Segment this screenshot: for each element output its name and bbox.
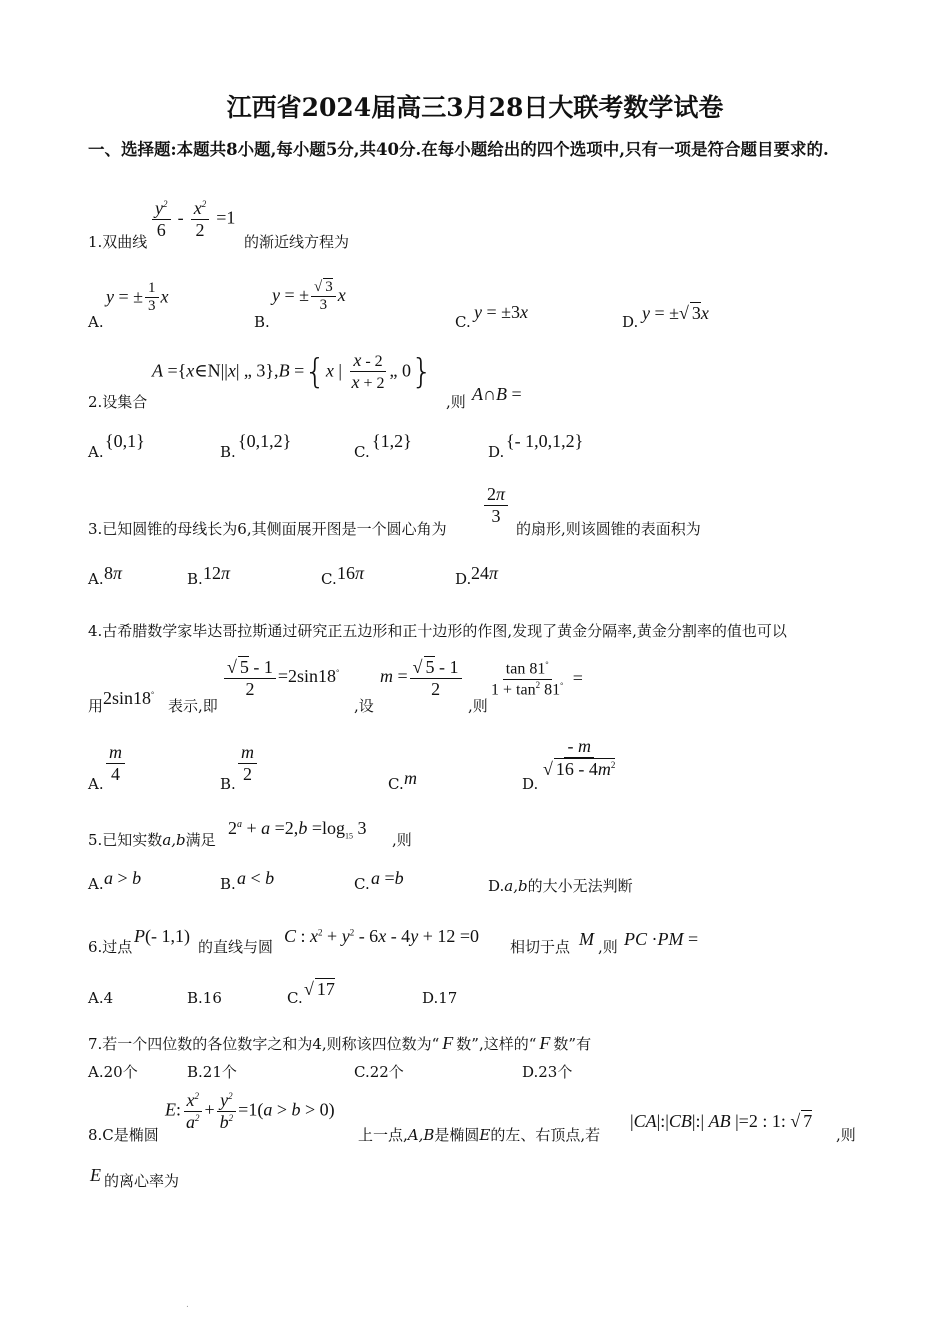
q4-line2-b: 表示,即 [168,697,218,715]
q2-option-c-math: {1,2} [372,431,412,451]
q5-option-b: B. [220,875,236,893]
q1-option-a: A. [88,313,104,331]
footer-mark: . [186,1300,189,1310]
q3-tail: 的扇形,则该圆锥的表面积为 [516,520,701,538]
q8-tail4: ,则 [836,1126,856,1144]
q4-expression: $\frac{\tan 81^\circ}{1 + \tan^2 81^\circ}$ = [491,660,583,699]
q3-option-c-math: 16π [337,563,365,583]
q3-option-d: D. [455,570,472,588]
q8-ratio: |CA|:|CB|:| AB |=2 : 1: √ 7 [630,1111,813,1131]
q4-2sin18: 2sin18° [103,688,155,708]
page-title: 江西省2024届高三3月28日大联考数学试卷 [226,93,724,122]
q3-option-c: C. [321,570,337,588]
q5-option-c-math: a =b [371,868,404,888]
q6-option-d: D.17 [422,989,458,1007]
q5-option-d: D.a,b的大小无法判断 [488,877,633,895]
q6-mid: 的直线与圆 [198,938,274,956]
q2-tail: ,则 [446,393,466,411]
q2-option-b-math: {0,1,2} [238,431,292,451]
q6-tail: ,则 [598,938,618,956]
q6-option-b: B.16 [187,989,222,1007]
q6-mid2: 相切于点 [510,938,571,956]
q7-line: 7.若一个四位数的各位数字之和为4,则称该四位数为“ F 数”,这样的“ F 数”有 [88,1033,592,1053]
q4-line2-c: ,设 [354,697,374,715]
q4-option-d: D. [522,775,539,793]
q4-option-c: C. [388,775,404,793]
q5-option-a-math: a > b [104,868,142,888]
section-heading: 一、选择题:本题共8小题,每小题5分,共40分.在每小题给出的四个选项中,只有一项是符合题目要求的. [88,140,829,159]
q4-option-c-math: m [404,768,417,788]
q4-m-definition: m = $\frac{√ 5 - 1}{2}$ [380,656,464,699]
q4-option-a-math: $\frac{m}{4}$ [104,742,127,784]
q6-circle: C : $x^2 + y^2 - 6x - 4y + 12 =0$ [284,926,479,946]
q4-option-b-math: $\frac{m}{2}$ [236,742,259,784]
q3-option-a: A. [88,570,104,588]
q4-label: 4.古希腊数学家毕达哥拉斯通过研究正五边形和正十边形的作图,发现了黄金分隔率,黄金分割率的值也可以 [88,622,787,640]
q3-option-b-math: 12π [203,563,231,583]
q1-option-d: D. [622,313,639,331]
q8-ellipse-e: E [90,1165,101,1185]
q1-option-c: C. [455,313,471,331]
q5-condition: $2^a + a =2,b =\log_{15}$ 3 [228,818,367,841]
q1-option-a-math: y = ± $\frac{1}{3}$ x [106,280,169,315]
q5-option-a: A. [88,875,104,893]
q2-option-d: D. [488,443,505,461]
q6-label: 6.过点 [88,938,133,956]
q1-option-d-math: y = ±√ 3x [642,303,709,323]
q5-label: 5.已知实数a,b满足 [88,831,216,849]
q2-option-b: B. [220,443,236,461]
q8-label: 8.C是椭圆 [88,1126,159,1144]
q3-option-a-math: 8π [104,563,123,583]
q8-tail: 上一点,A,B是椭圆E的左、右顶点,若 [358,1126,601,1144]
q7-option-d: D.23个 [522,1063,573,1081]
q4-option-a: A. [88,775,104,793]
q2-label: 2.设集合 [88,393,148,411]
q3-option-d-math: 24π [471,563,499,583]
q1-equation: $\frac{y^2}{6}$ - $\frac{x^2}{2}$ =1 [150,198,235,240]
q5-option-b-math: a < b [237,868,275,888]
q6-option-c-math: √ 17 [304,979,335,999]
q3-label: 3.已知圆锥的母线长为6,其侧面展开图是一个圆心角为 [88,520,447,538]
q7-option-a: A.20个 [88,1063,138,1081]
q3-angle: $\frac{2\pi}{3}$ [482,484,510,526]
q4-option-d-math: $\frac{- m}{√ 16 - 4m^2}$ [543,736,616,779]
q2-intersection: A∩B = [472,384,522,404]
q7-option-b: B.21个 [187,1063,237,1081]
q1-option-b: B. [254,313,270,331]
q6-option-c: C. [287,989,303,1007]
q5-option-c: C. [354,875,370,893]
q5-tail: ,则 [392,831,412,849]
q6-dot-product: PC ·PM = [624,929,699,949]
q1-option-b-math: y = ± $\frac{√ 3}{3}$ x [272,279,346,314]
q2-option-a: A. [88,443,104,461]
q2-option-d-math: {- 1,0,1,2} [506,431,584,451]
q1-option-c-math: y = ±3x [474,302,529,322]
q7-option-c: C.22个 [354,1063,404,1081]
q6-option-a: A.4 [88,989,114,1007]
q4-option-b: B. [220,775,236,793]
q2-option-a-math: {0,1} [105,431,145,451]
q6-point-m: M [579,929,594,949]
q1-tail: 的渐近线方程为 [244,233,350,251]
q2-option-c: C. [354,443,370,461]
q2-set-definition: A ={x∈N||x| „ 3},B ={x | $\frac{x - 2}{x + 2}$ „ 0} [152,350,433,393]
q8-ellipse: E: $\frac{x^2}{a^2}$ + $\frac{y^2}{b^2}$ =1(a > b > 0) [165,1090,335,1132]
q4-line2-a: 用 [88,697,104,715]
q6-point-p: P(- 1,1) [134,926,190,946]
q4-golden-ratio: $\frac{√ 5 - 1}{2}$ =2sin18° [222,656,339,699]
q3-option-b: B. [187,570,203,588]
q1-label: 1.双曲线 [88,233,148,251]
q8-line2: 的离心率为 [104,1172,180,1190]
q4-line2-d: ,则 [468,697,488,715]
